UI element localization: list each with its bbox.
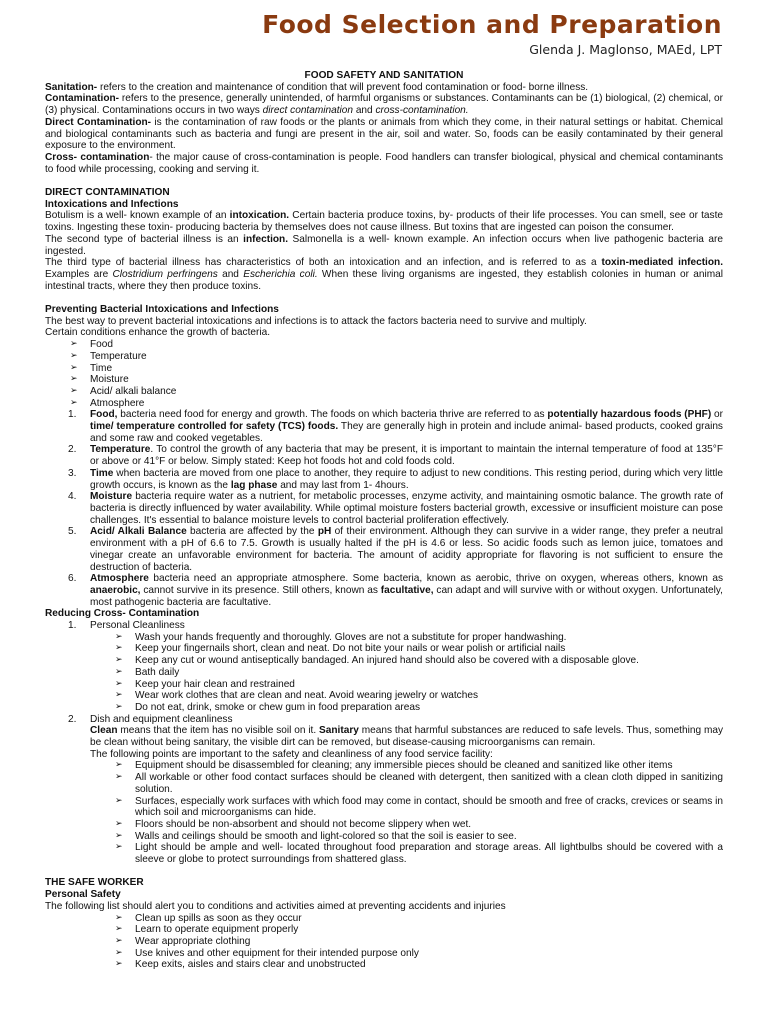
subheading-preventing: Preventing Bacterial Intoxications and Infections [45, 304, 279, 316]
term: Moisture [90, 491, 133, 503]
item-number: 2. [68, 444, 77, 456]
list-item: ➢ Use knives and other equipment for their intended purpose only [115, 948, 723, 960]
list-item: ➢ Acid/ alkali balance [70, 386, 723, 398]
dish-cleanliness-list [90, 760, 723, 865]
list-item: ➢ Surfaces, especially work surfaces with which food may come in contact, should be smooth and free of cracks, crevices or seams in which soil and microorganisms can hide. [115, 796, 723, 819]
text: and [217, 268, 244, 280]
list-item: ➢ Floors should be non-absorbent and should not become slippery when wet. [115, 819, 723, 831]
list-item: ➢ Temperature [70, 351, 723, 363]
section-heading-direct-contamination: DIRECT CONTAMINATION [45, 187, 170, 199]
item-label: Personal Cleanliness [90, 620, 185, 632]
list-item: ➢ Keep exits, aisles and stairs clear and unobstructed [115, 959, 723, 971]
text: When these living organisms are ingested, they establish colonies in human or animal intestinal tracts, where they then produce toxins. [45, 268, 724, 292]
paragraph-intoxication [45, 210, 723, 233]
term: infection. [243, 233, 289, 245]
definition-contamination [45, 93, 723, 116]
term: Clean [90, 725, 118, 737]
document-body [45, 70, 723, 971]
term: facultative, [380, 584, 434, 596]
term: toxin-mediated infection. [601, 257, 723, 269]
definition-sanitation [45, 82, 723, 94]
cross-contamination-list [45, 620, 723, 866]
term: Temperature [90, 444, 151, 456]
text: They are generally high in protein and include animal- based products, cooked grains and some raw and cooked vegetables. [90, 421, 723, 444]
definition-text: and [353, 105, 376, 117]
numbered-item-personal [45, 620, 723, 714]
list-item: ➢ Wear work clothes that are clean and neat. Avoid wearing jewelry or watches [115, 690, 723, 702]
term: intoxication. [229, 210, 290, 222]
author-line: Glenda J. Maglonso, MAEd, LPT [529, 42, 722, 57]
term: lag phase [230, 479, 278, 491]
text: The third type of bacterial illness has characteristics of both an intoxication and an infection, and is referred to as a [45, 257, 602, 269]
paragraph-preventing-intro: The best way to prevent bacterial intoxications and infections is to attack the factors bacteria need to survive and multiply. [45, 315, 587, 327]
list-item: ➢ All workable or other food contact surfaces should be cleaned with detergent, then sanitized with a clean cloth dipped in sanitizing solution. [115, 772, 723, 795]
term: anaerobic, [90, 584, 141, 596]
list-item: ➢ Keep your fingernails short, clean and neat. Do not bite your nails or wear polish or artificial nails [115, 643, 723, 655]
definition-text: is the contamination of raw foods or the plants or animals from which they come, in their natural settings or habitat. Chemical and biological contaminants such as bacteria and fungi are present in the air, soil and water. So, foods can be easily contaminated by their general exposure to the environment. [45, 116, 723, 152]
paragraph-safety-intro: The following list should alert you to conditions and activities aimed at preventing accidents and injuries [45, 900, 506, 912]
text: Certain bacteria produce toxins, by- products of their life processes. You can smell, see or taste toxins. Ingesting these toxin- producing bacteria by themselves does not cause illness. But toxins that are ingested can poison the consumer. [45, 210, 723, 234]
term: Contamination- [45, 93, 120, 105]
paragraph-following-points: The following points are important to the safety and cleanliness of any food service facility: [90, 748, 493, 760]
text: Examples are [45, 268, 113, 280]
item-number: 5. [68, 526, 77, 538]
text: when bacteria are moved from one place to another, they require to adjust to new conditions. This resting period, during which very little growth occurs, is known as the [90, 467, 723, 491]
term: time/ temperature controlled for safety (TCS) foods. [90, 421, 339, 433]
text: bacteria are affected by the [186, 526, 318, 538]
term: potentially hazardous foods (PHF) [547, 409, 712, 421]
definition-text: refers to the presence, generally unintended, of harmful organisms or substances. Contaminants can be (1) biological, (2) chemical, or (3) physical. Contaminations occurs in two ways [45, 93, 723, 117]
term: Direct Contamination- [45, 116, 152, 128]
growth-factors-list [45, 339, 723, 409]
definition-text: refers to the creation and maintenance of condition that will prevent food contamination or food- borne illness. [97, 81, 589, 93]
text: . To control the growth of any bacteria that may be present, it is important to maintain the internal temperature of food at 135°F or above or 41°F or below. Simply stated: Keep hot foods hot and cold foods cold. [90, 444, 723, 468]
text: can adapt and will survive with or without oxygen. Unfortunately, most pathogenic bacteria are facultative. [90, 584, 723, 608]
paragraph-conditions: Certain conditions enhance the growth of bacteria. [45, 327, 271, 339]
text: cannot survive in its presence. Still others, known as [140, 584, 381, 596]
list-item: ➢ Walls and ceilings should be smooth and light-colored so that the soil is easier to see. [115, 831, 723, 843]
definition-direct-contamination [45, 117, 723, 152]
text: or [711, 409, 723, 421]
definition-cross-contamination [45, 152, 723, 175]
list-item: ➢ Moisture [70, 374, 723, 386]
term: Acid/ Alkali Balance [90, 526, 187, 538]
personal-safety-list [45, 913, 723, 972]
term: Cross- contamination [45, 151, 150, 163]
list-item: ➢ Time [70, 363, 723, 375]
text: means that the item has no visible soil on it. [117, 725, 320, 737]
paragraph-clean-sanitary [90, 725, 723, 748]
term: pH [317, 526, 332, 538]
term: Sanitation- [45, 81, 98, 93]
text: of their environment. Although they can survive in a wider range, they prefer a neutral environment with a pH of 6.6 to 7.5. Growth is usually halted if the pH is 4.6 or less. So acidic foods such as lemon juice, tomatoes and vinegar create an unfavorable environment for bacteria. The amount of acidity appropriate for flavoring is not sufficient to ensure the destruction of bacteria. [90, 526, 723, 573]
numbered-item [45, 444, 723, 467]
item-label: Dish and equipment cleanliness [90, 713, 233, 725]
list-item: ➢ Equipment should be disassembled for cleaning; any immersible pieces should be cleaned and sanitized like other items [115, 760, 723, 772]
growth-factors-explained [45, 409, 723, 608]
paragraph-toxin-mediated [45, 257, 723, 292]
list-item: ➢ Do not eat, drink, smoke or chew gum in food preparation areas [115, 702, 723, 714]
item-number: 4. [68, 491, 77, 503]
list-item: ➢ Keep your hair clean and restrained [115, 679, 723, 691]
paragraph-infection [45, 234, 723, 257]
subheading-intoxications: Intoxications and Infections [45, 198, 179, 210]
list-item: ➢ Wash your hands frequently and thoroughly. Gloves are not a substitute for proper handwashing. [115, 632, 723, 644]
item-number: 1. [68, 620, 77, 632]
term: Atmosphere [90, 573, 149, 585]
item-number: 3. [68, 467, 77, 479]
text: Salmonella is a well- known example. An infection occurs when live pathogenic bacteria are ingested. [45, 233, 724, 257]
list-item: ➢ Light should be ample and well- located throughout food preparation and storage areas. All lightbulbs should be covered with a sleeve or globe to protect surroundings from shattered glass. [115, 842, 723, 865]
document-title: Food Selection and Preparation [262, 10, 722, 39]
section-heading-food-safety: FOOD SAFETY AND SANITATION [304, 70, 464, 81]
text: The second type of bacterial illness is an [45, 233, 244, 245]
italic-term: cross-contamination. [375, 105, 469, 117]
item-number: 6. [68, 573, 77, 585]
text: means that harmful substances are reduced to safe levels. Thus, something may be clean without being sanitary, the visible dirt can be removed, but disease-causing microorganisms can remain. [90, 725, 724, 749]
text: bacteria require water as a nutrient, for metabolic processes, enzyme activity, and maintaining osmotic balance. The growth rate of bacteria is directly influenced by water availability. While optimal moisture fosters bacterial growth, excessive or insufficient moisture can pose challenges. It's essential to balance moisture levels to control bacterial proliferation effectively. [90, 491, 723, 526]
text: bacteria need food for energy and growth. The foods on which bacteria thrive are referred to as [117, 409, 548, 421]
list-item: ➢ Clean up spills as soon as they occur [115, 913, 723, 925]
personal-cleanliness-list [90, 632, 723, 714]
list-item: ➢ Learn to operate equipment properly [115, 924, 723, 936]
numbered-item [45, 526, 723, 573]
subheading-personal-safety: Personal Safety [45, 889, 121, 901]
italic-term: Escherichia coli. [243, 268, 318, 280]
term: Time [90, 467, 114, 479]
list-item: ➢ Keep any cut or wound antiseptically bandaged. An injured hand should also be covered with a disposable glove. [115, 655, 723, 667]
subheading-reducing-cross-contamination: Reducing Cross- Contamination [45, 608, 200, 620]
list-item: ➢ Wear appropriate clothing [115, 936, 723, 948]
numbered-item-dish [45, 714, 723, 866]
section-heading-safe-worker: THE SAFE WORKER [45, 877, 144, 889]
list-item: ➢ Atmosphere [70, 398, 723, 410]
list-item: ➢ Food [70, 339, 723, 351]
item-number: 1. [68, 409, 77, 421]
text: and may last from 1- 4hours. [277, 479, 409, 491]
definition-text: - the major cause of cross-contamination is people. Food handlers can transfer biological, physical and chemical contaminants to food while processing, cooking and serving it. [45, 151, 723, 175]
italic-term: direct contamination [262, 105, 354, 117]
numbered-item [45, 573, 723, 608]
list-item: ➢ Bath daily [115, 667, 723, 679]
numbered-item [45, 468, 723, 491]
term: Sanitary [319, 725, 359, 737]
numbered-item [45, 409, 723, 444]
italic-term: Clostridium perfringens [112, 268, 218, 280]
item-number: 2. [68, 713, 77, 725]
term: Food, [90, 409, 118, 421]
numbered-item [45, 491, 723, 526]
text: Botulism is a well- known example of an [45, 210, 230, 222]
text: bacteria need an appropriate atmosphere. Some bacteria, known as aerobic, thrive on oxygen, whereas others, known as [148, 573, 723, 585]
